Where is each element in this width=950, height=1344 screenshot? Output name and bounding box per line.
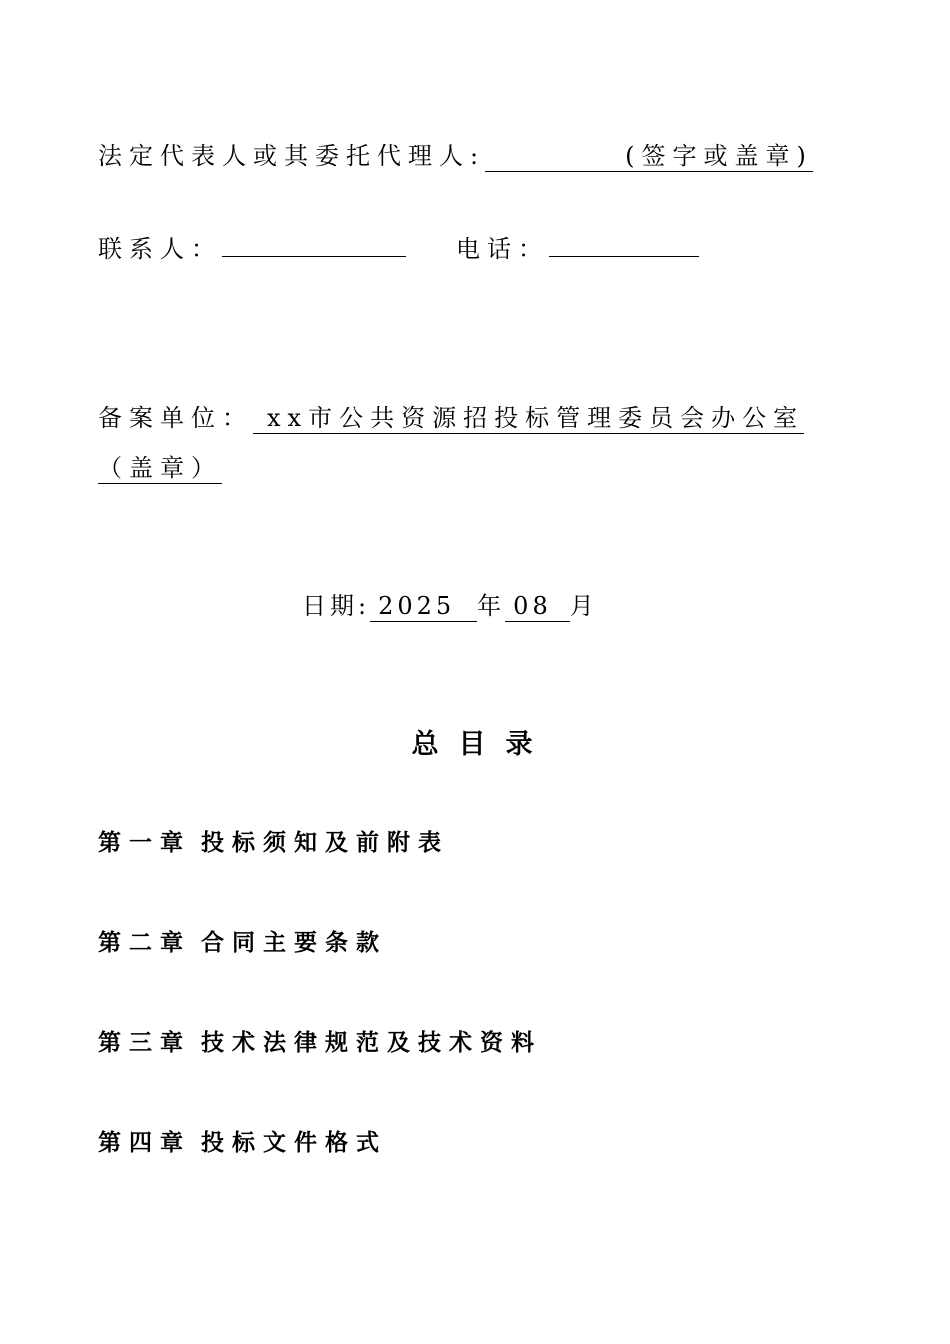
signature-line xyxy=(98,140,813,172)
record-unit-field xyxy=(253,404,804,434)
contact-person-field xyxy=(222,228,406,257)
date-label: 日期: xyxy=(302,592,371,620)
date-year: 2025 xyxy=(378,592,456,620)
toc-title: 总目录 xyxy=(411,729,553,760)
toc-item xyxy=(98,1024,542,1057)
date-month: 08 xyxy=(513,592,552,620)
signature-field xyxy=(485,142,813,172)
record-stamp-line xyxy=(98,452,222,484)
signature-note: (签字或盖章) xyxy=(625,142,813,170)
toc-item xyxy=(98,824,449,857)
toc-chapter-title: 投标须知及前附表 xyxy=(201,830,449,856)
toc-chapter-title: 合同主要条款 xyxy=(201,930,387,956)
signature-label: 法定代表人或其委托代理人: xyxy=(98,142,486,170)
toc-item xyxy=(98,924,387,957)
date-year-unit: 年 xyxy=(477,592,506,620)
toc-chapter-title: 投标文件格式 xyxy=(201,1130,387,1156)
toc-chapter-title: 技术法律规范及技术资料 xyxy=(201,1030,542,1056)
record-line xyxy=(98,402,804,434)
record-stamp: （盖章） xyxy=(98,454,222,482)
toc-chapter: 第二章 xyxy=(98,930,191,956)
contact-person-label: 联系人： xyxy=(98,235,222,263)
toc-item xyxy=(98,1124,387,1157)
toc-chapter: 第四章 xyxy=(98,1130,191,1156)
date-month-field xyxy=(505,592,570,622)
phone-field xyxy=(549,228,699,257)
date-line xyxy=(302,590,598,622)
record-label: 备案单位： xyxy=(98,404,253,432)
contact-line xyxy=(98,228,699,265)
date-month-unit: 月 xyxy=(569,592,598,620)
toc-chapter: 第一章 xyxy=(98,830,191,856)
toc-chapter: 第三章 xyxy=(98,1030,191,1056)
phone-label: 电话： xyxy=(456,235,549,263)
record-unit: xx市公共资源招投标管理委员会办公室 xyxy=(267,404,805,432)
date-year-field xyxy=(370,592,477,622)
